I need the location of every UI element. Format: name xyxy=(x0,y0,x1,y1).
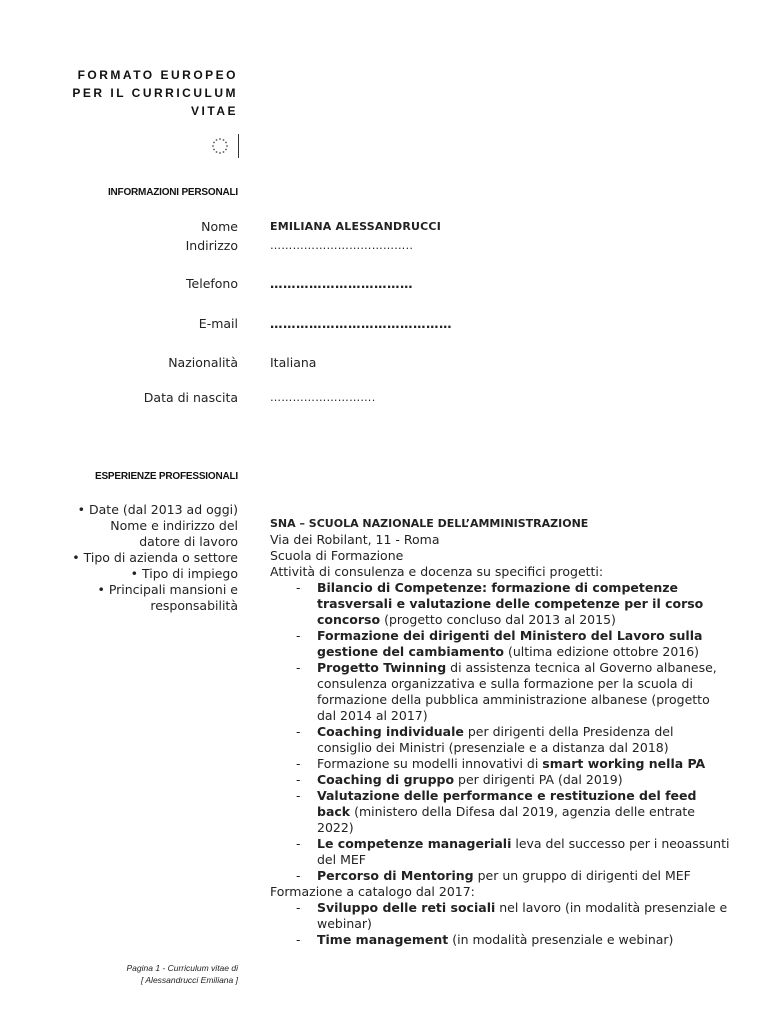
label-birthdate: Data di nascita xyxy=(143,390,238,405)
employer-address: Via dei Robilant, 11 - Roma xyxy=(270,532,440,547)
experience-labels xyxy=(0,502,238,614)
employer-sector: Scuola di Formazione xyxy=(270,548,404,563)
label-dates: • Date (dal 2013 ad oggi) xyxy=(77,502,238,517)
label-nationality: Nazionalità xyxy=(168,355,238,370)
cv-title-line-1: FORMATO EUROPEO xyxy=(77,68,238,82)
list-item: - Formazione su modelli innovativi di smart working nella PA xyxy=(270,756,730,772)
label-employer-line-2: datore di lavoro xyxy=(139,534,238,549)
label-phone: Telefono xyxy=(186,276,238,291)
list-item: - Coaching individuale per dirigenti della Presidenza del consiglio dei Ministri (presenziale e a distanza dal 2018) xyxy=(270,724,730,756)
list-item: - Coaching di gruppo per dirigenti PA (dal 2019) xyxy=(270,772,730,788)
footer-line-2: [ Alessandrucci Emiliana ] xyxy=(140,975,238,985)
employer-name: SNA – SCUOLA NAZIONALE DELL’AMMINISTRAZIONE xyxy=(270,517,589,530)
list-item: - Le competenze manageriali leva del successo per i neoassunti del MEF xyxy=(270,836,730,868)
page-footer xyxy=(38,962,238,986)
list-item: - Formazione dei dirigenti del Ministero del Lavoro sulla gestione del cambiamento (ultima edizione ottobre 2016) xyxy=(270,628,730,660)
label-job-type: • Tipo di impiego xyxy=(130,566,238,581)
value-name: EMILIANA ALESSANDRUCCI xyxy=(270,220,441,233)
label-email: E-mail xyxy=(198,316,238,331)
value-nationality: Italiana xyxy=(270,355,317,370)
value-birthdate: ………………………. xyxy=(270,391,376,404)
label-employer-line-1: Nome e indirizzo del xyxy=(110,518,238,533)
list-item: - Progetto Twinning di assistenza tecnica al Governo albanese, consulenza organizzativa e sulla formazione per la scuola di formazione della pubblica amministrazione albanese (progetto dal 2014 al 2017) xyxy=(270,660,730,724)
list-item: - Valutazione delle performance e restituzione del feed back (ministero della Difesa dal 2019, agenzia delle entrate 2022) xyxy=(270,788,730,836)
experience-heading: ESPERIENZE PROFESSIONALI xyxy=(94,471,238,482)
eu-flag-icon xyxy=(202,134,239,158)
experience-body xyxy=(270,516,730,948)
project-list xyxy=(270,580,730,884)
job-type: Attività di consulenza e docenza su specifici progetti: xyxy=(270,564,604,579)
cv-title-line-2: PER IL CURRICULUM xyxy=(72,86,238,100)
label-duties-line-1: • Principali mansioni e xyxy=(97,582,238,597)
cv-format-title xyxy=(18,66,238,120)
catalog-list xyxy=(270,900,730,948)
list-item: - Percorso di Mentoring per un gruppo di dirigenti del MEF xyxy=(270,868,730,884)
list-item: - Time management (in modalità presenziale e webinar) xyxy=(270,932,730,948)
list-item: - Sviluppo delle reti sociali nel lavoro (in modalità presenziale e webinar) xyxy=(270,900,730,932)
value-email: …………………………………… xyxy=(270,316,452,331)
value-address: ……………………………….. xyxy=(270,239,414,252)
label-duties-line-2: responsabilità xyxy=(150,598,238,613)
list-item: - Bilancio di Competenze: formazione di competenze trasversali e valutazione delle competenze per il corso concorso (progetto concluso dal 2013 al 2015) xyxy=(270,580,730,628)
footer-line-1: Pagina 1 - Curriculum vitae di xyxy=(126,963,238,973)
label-sector: • Tipo di azienda o settore xyxy=(72,550,238,565)
personal-info-heading: INFORMAZIONI PERSONALI xyxy=(107,187,238,198)
catalog-intro: Formazione a catalogo dal 2017: xyxy=(270,884,475,899)
value-phone: …………………………… xyxy=(270,276,413,291)
label-name: Nome xyxy=(201,219,238,234)
cv-title-line-3: VITAE xyxy=(191,104,238,118)
label-address: Indirizzo xyxy=(185,238,238,253)
